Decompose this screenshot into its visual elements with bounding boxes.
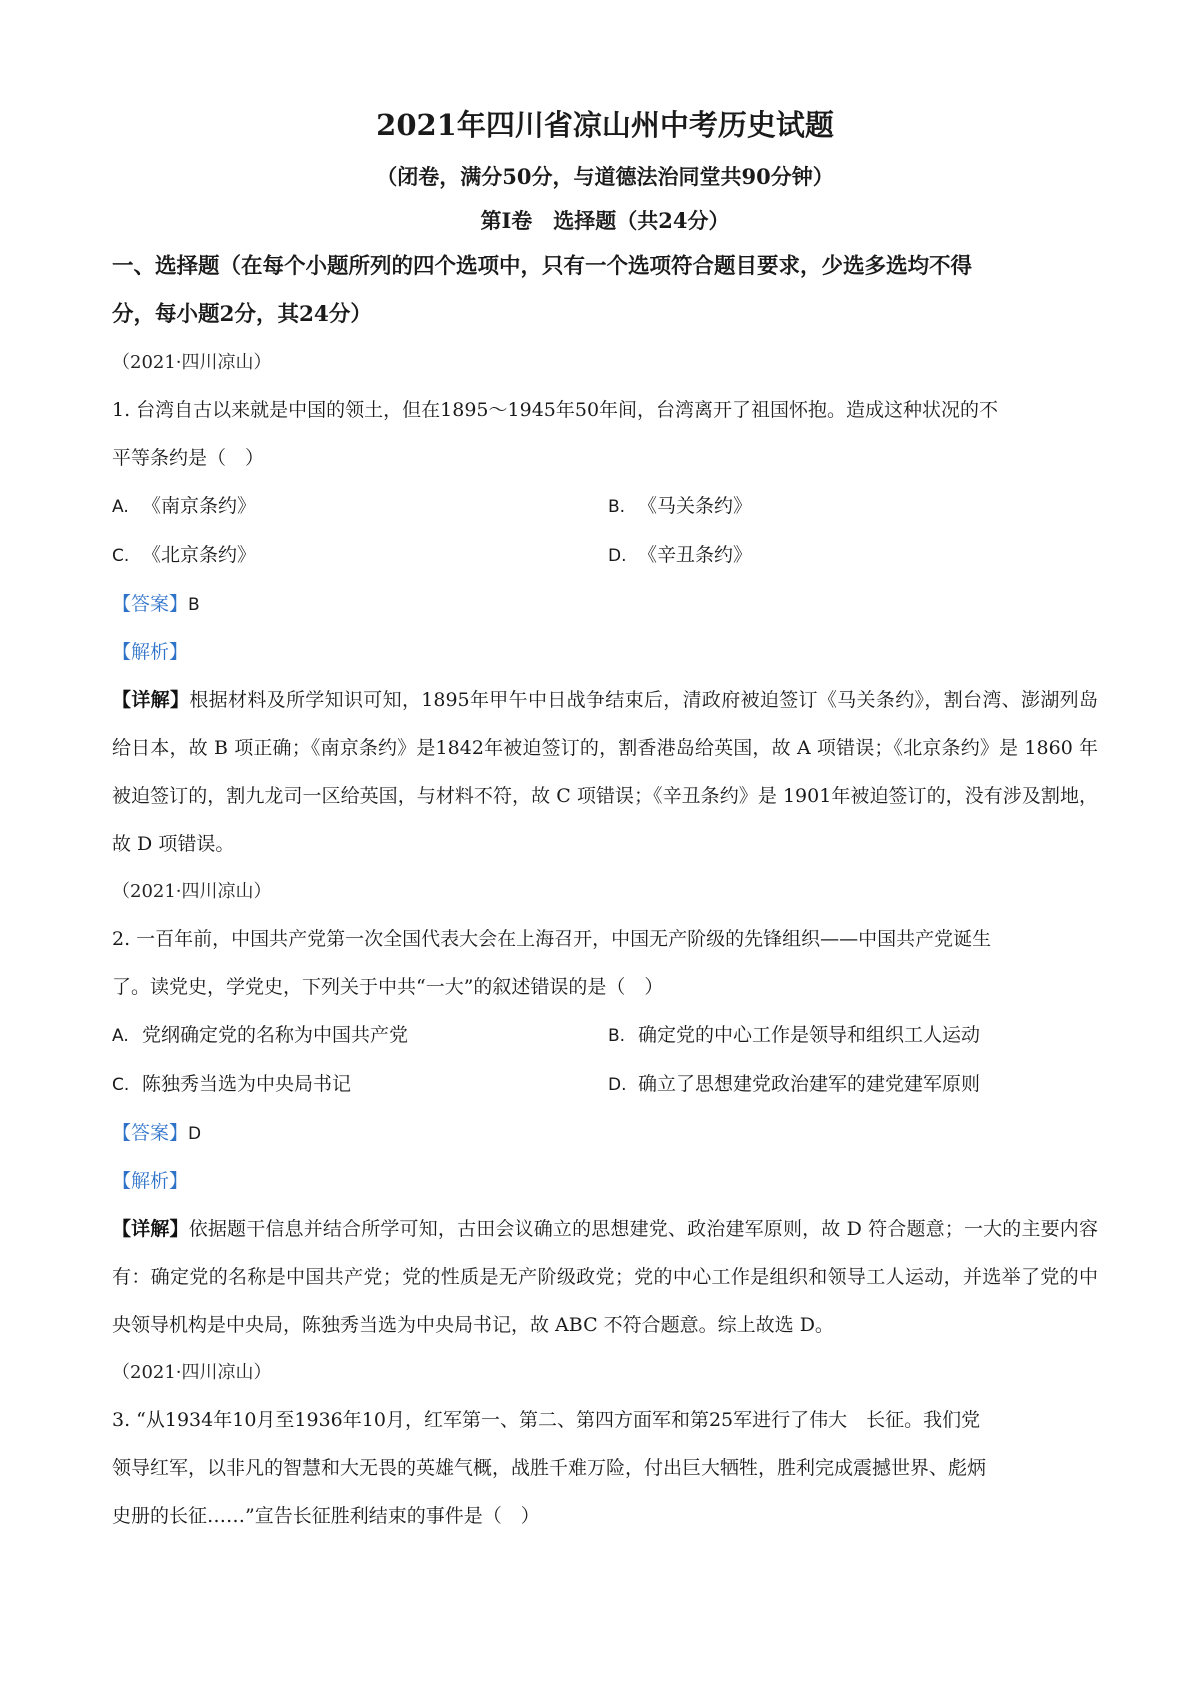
option-text: 《南京条约》 (142, 495, 257, 517)
option-text: 《北京条约》 (142, 544, 257, 566)
option-a (112, 1011, 608, 1060)
option-letter: D. (608, 1075, 627, 1095)
detail-text: 依据题干信息并结合所学可知，古田会议确立的思想建党、政治建军原则，故 D 符合题意；一大的主要内容有：确定党的名称是中国共产党；党的性质是无产阶级政党；党的中心工作是组织和领导工人运动，并选举了党的中央领导机构是中央局，陈独秀当选为中央局书记，故 ABC 不符合题意。综上故选 D。 (112, 1218, 1098, 1336)
answer-line (112, 1109, 1098, 1157)
option-letter: C. (112, 1075, 130, 1095)
detail-paragraph (112, 1205, 1098, 1349)
question-stem-line: 了。读党史，学党史，下列关于中共“一大”的叙述错误的是（ ） (112, 976, 664, 998)
question-stem-line: 3. “从1934年10月至1936年10月，红军第一、第二、第四方面军和第25军进行了伟大 长征。我们党 (112, 1409, 981, 1431)
answer-tag: 【答案】 (112, 593, 189, 615)
section-title-line-1: 一、选择题（在每个小题所列的四个选项中，只有一个选项符合题目要求，少选多选均不得 (112, 254, 973, 279)
question-source: （2021·四川凉山） (112, 881, 272, 902)
analysis-tag: 【解析】 (112, 1170, 189, 1192)
question-2 (112, 868, 1098, 1349)
question-stem-line: 2. 一百年前，中国共产党第一次全国代表大会在上海召开，中国无产阶级的先锋组织——中国共产党诞生 (112, 928, 992, 950)
option-text: 《马关条约》 (638, 495, 753, 517)
option-letter: A. (112, 497, 129, 517)
answer-tag: 【答案】 (112, 1122, 189, 1144)
analysis-tag: 【解析】 (112, 641, 189, 663)
option-text: 陈独秀当选为中央局书记 (142, 1073, 352, 1095)
question-stem-line: 平等条约是（ ） (112, 447, 265, 469)
answer-value: B (188, 595, 200, 615)
option-text: 确立了思想建党政治建军的建党建军原则 (638, 1073, 981, 1095)
question-stem-line: 1. 台湾自古以来就是中国的领土，但在1895～1945年50年间，台湾离开了祖国怀抱。造成这种状况的不 (112, 399, 999, 421)
question-stem-line: 领导红军，以非凡的智慧和大无畏的英雄气概，战胜千难万险，付出巨大牺牲，胜利完成震撼世界、彪炳 (112, 1457, 987, 1479)
option-d (608, 1060, 1098, 1109)
option-text: 《辛丑条约》 (638, 544, 753, 566)
page-content (112, 100, 1098, 1540)
question-1 (112, 339, 1098, 868)
detail-text: 根据材料及所学知识可知，1895年甲午中日战争结束后，清政府被迫签订《马关条约》，割台湾、澎湖列岛给日本，故 B 项正确；《南京条约》是1842年被迫签订的，割香港岛给英国，故 A 项错误；《北京条约》是 1860 年被迫签订的，割九龙司一区给英国，与材料不符，故 C 项错误；《辛丑条约》是 1901年被迫签订的，没有涉及割地，故 D 项错误。 (112, 689, 1098, 855)
question-source: （2021·四川凉山） (112, 352, 272, 373)
options-grid (112, 1011, 1098, 1109)
option-a (112, 482, 608, 531)
section-title-line-2: 分，每小题2分，其24分） (112, 302, 372, 327)
exam-subtitle: （闭卷，满分50分，与道德法治同堂共90分钟） (376, 164, 834, 189)
option-c (112, 1060, 608, 1109)
option-b (608, 1011, 1098, 1060)
detail-paragraph (112, 676, 1098, 868)
analysis-line (112, 628, 1098, 676)
option-letter: B. (608, 1026, 626, 1046)
question-source: （2021·四川凉山） (112, 1362, 272, 1383)
detail-tag: 【详解】 (112, 689, 190, 711)
option-c (112, 531, 608, 580)
option-text: 党纲确定党的名称为中国共产党 (142, 1024, 409, 1046)
question-3 (112, 1349, 1098, 1540)
option-letter: C. (112, 546, 130, 566)
option-letter: A. (112, 1026, 129, 1046)
question-stem-line: 史册的长征……”宣告长征胜利结束的事件是（ ） (112, 1505, 540, 1527)
option-letter: D. (608, 546, 627, 566)
analysis-line (112, 1157, 1098, 1205)
option-b (608, 482, 1098, 531)
option-letter: B. (608, 497, 626, 517)
answer-value: D (188, 1124, 202, 1144)
detail-tag: 【详解】 (112, 1218, 189, 1240)
options-grid (112, 482, 1098, 580)
part-title: 第Ⅰ卷 选择题（共24分） (480, 208, 730, 233)
option-d (608, 531, 1098, 580)
section-title (112, 243, 1098, 339)
answer-line (112, 580, 1098, 628)
option-text: 确定党的中心工作是领导和组织工人运动 (638, 1024, 981, 1046)
page-title: 2021年四川省凉山州中考历史试题 (376, 108, 834, 142)
